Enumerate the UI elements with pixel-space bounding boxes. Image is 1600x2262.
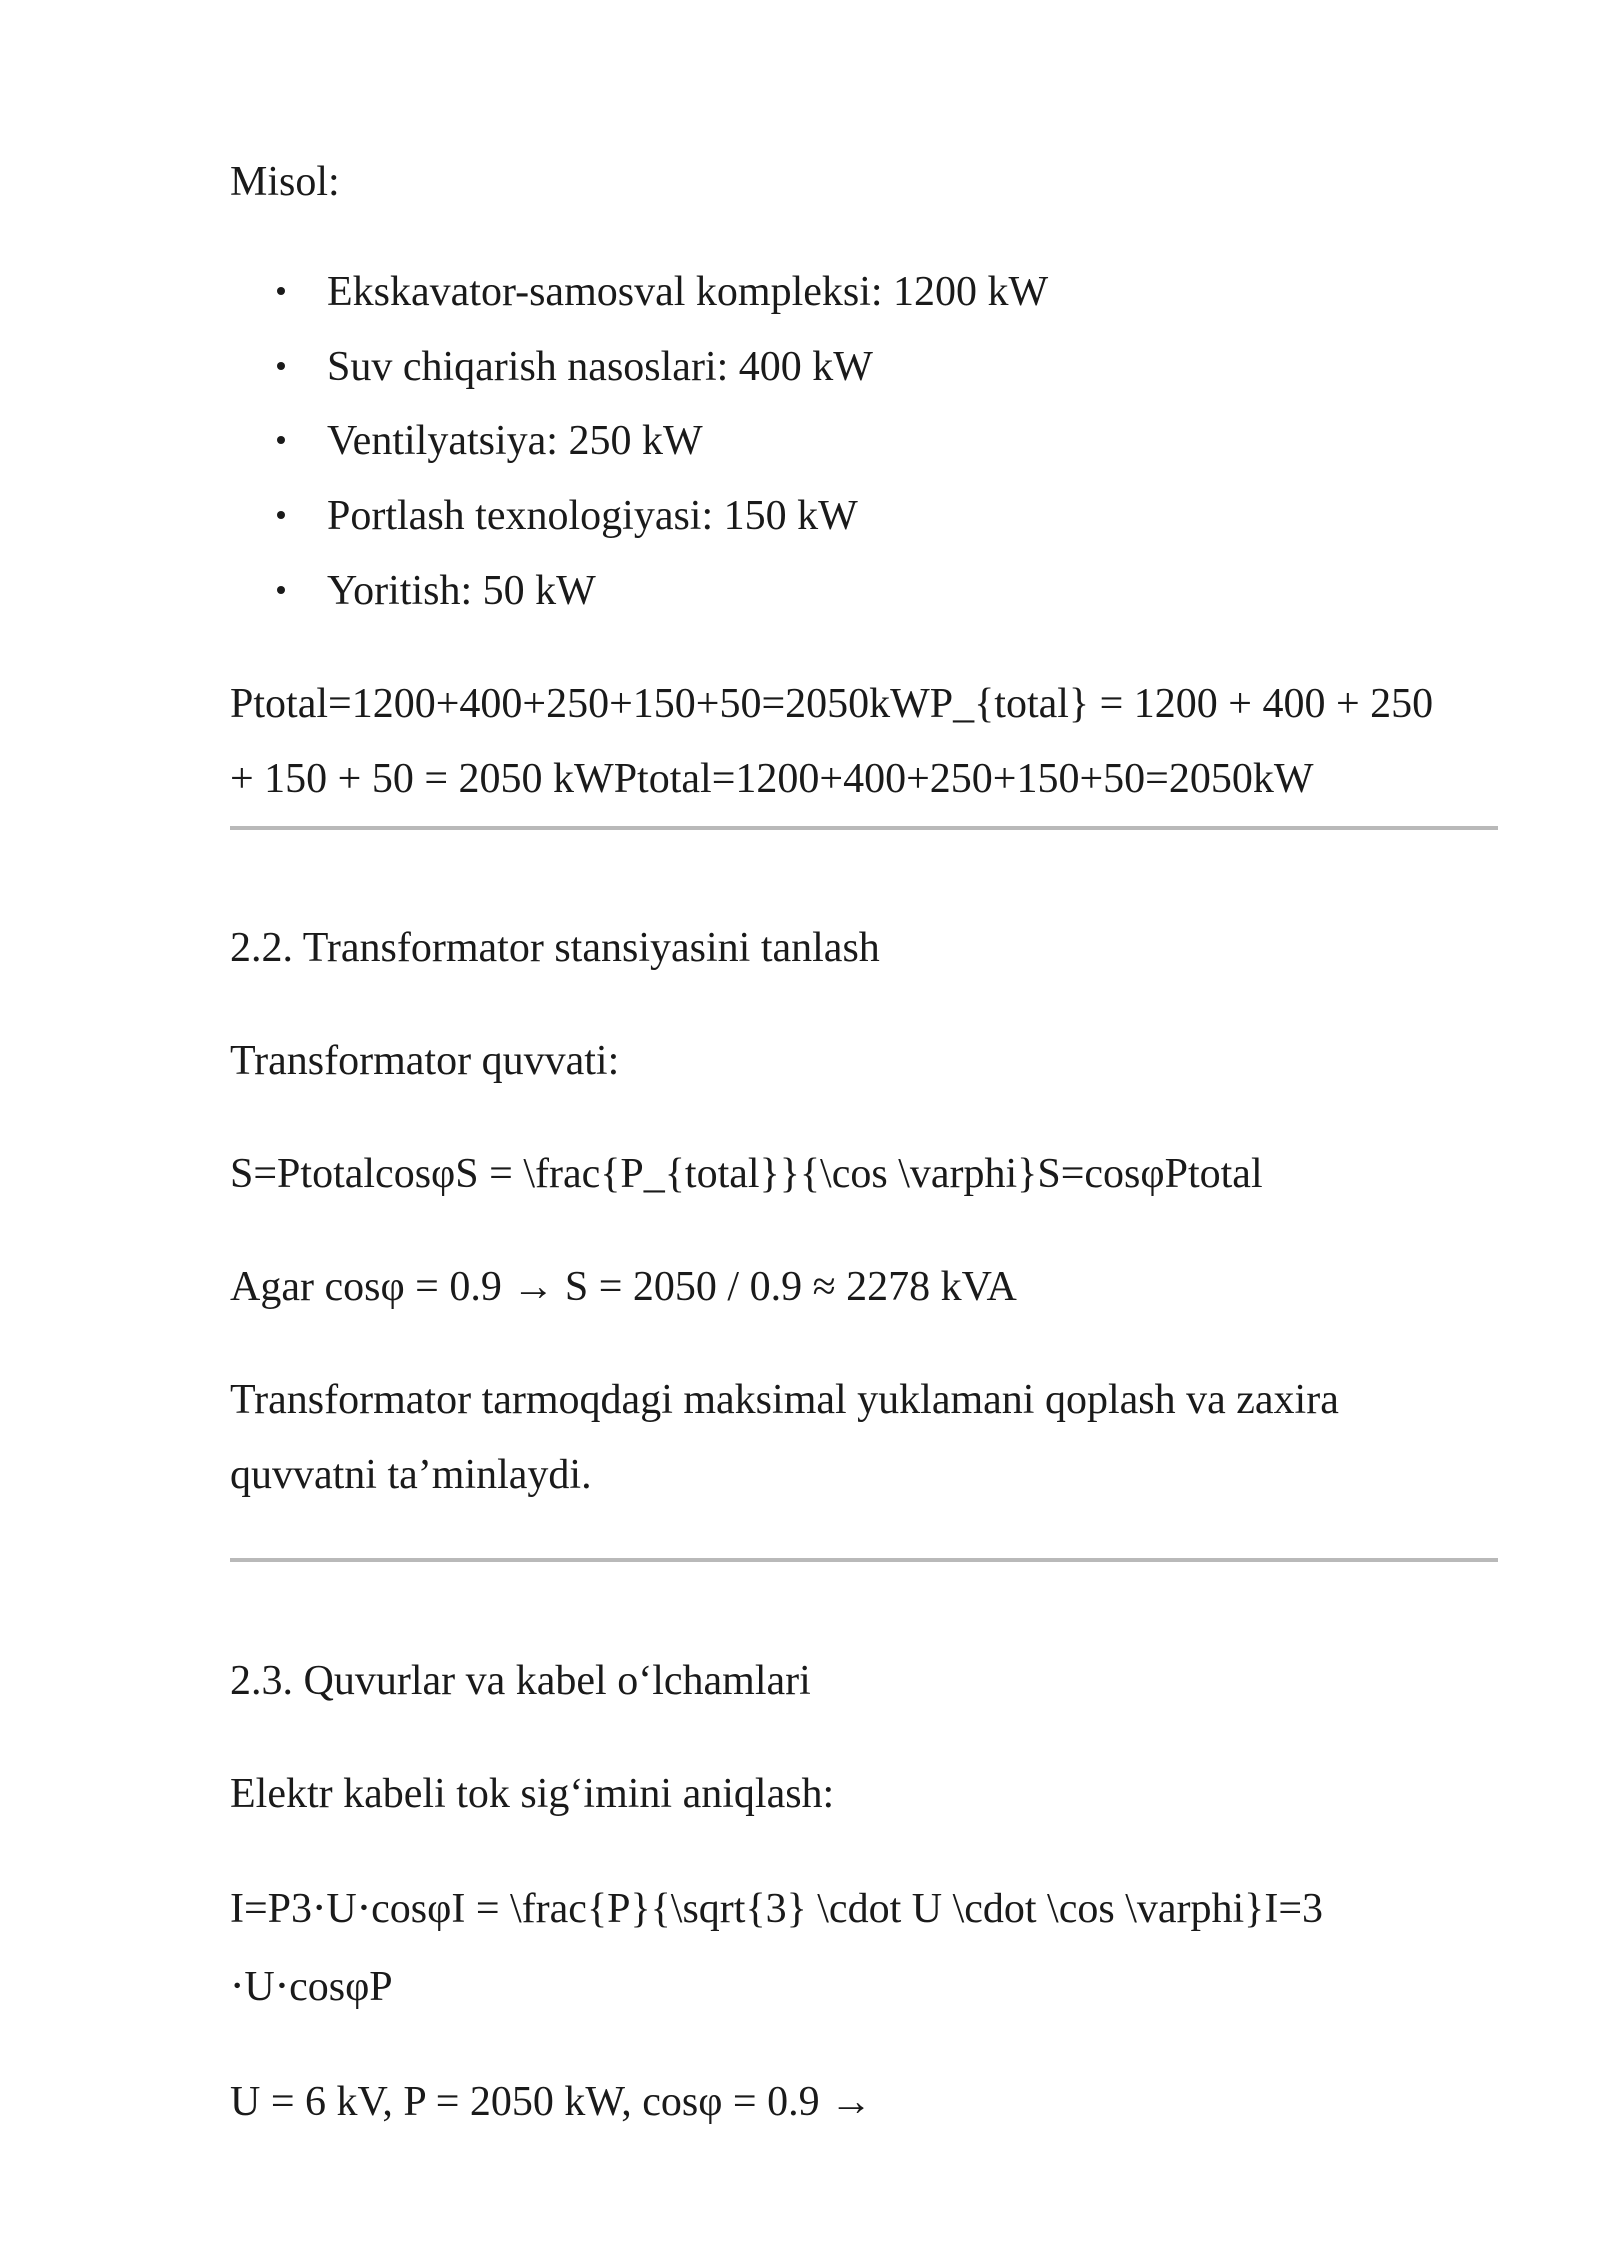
bullet-icon — [277, 287, 285, 295]
list-item-text: Portlash texnologiyasi: 150 kW — [327, 493, 858, 539]
cable-formula-line-1: I=P3⋅U⋅cosφI = \frac{P}{\sqrt{3} \cdot U \cdot \cos \varphi}I=3 — [230, 1886, 1324, 1932]
cable-given-values: U = 6 kV, P = 2050 kW, cosφ = 0.9 → — [230, 2079, 873, 2125]
list-item-text: Ventilyatsiya: 250 kW — [327, 418, 703, 464]
cable-intro: Elektr kabeli tok sig‘imini aniqlash: — [230, 1771, 835, 1817]
bullet-icon — [277, 586, 285, 594]
list-item-text: Yoritish: 50 kW — [327, 568, 596, 614]
transformer-note-line-1: Transformator tarmoqdagi maksimal yuklamani qoplash va zaxira — [230, 1377, 1339, 1423]
section-heading-2-2: 2.2. Transformator stansiyasini tanlash — [230, 925, 880, 971]
transformer-note-line-2: quvvatni ta’minlaydi. — [230, 1452, 592, 1498]
list-item-text: Ekskavator-samosval kompleksi: 1200 kW — [327, 269, 1049, 315]
list-item-text: Suv chiqarish nasoslari: 400 kW — [327, 344, 873, 390]
bullet-icon — [277, 362, 285, 370]
total-formula-line-1: Ptotal=1200+400+250+150+50=2050kWP_{total} = 1200 + 400 + 250 — [230, 681, 1434, 727]
bullet-icon — [277, 436, 285, 444]
example-label: Misol: — [230, 159, 340, 205]
transformer-calculation: Agar cosφ = 0.9 → S = 2050 / 0.9 ≈ 2278 kVA — [230, 1264, 1017, 1310]
cable-formula-line-2: ⋅U⋅cosφP — [230, 1964, 393, 2010]
total-formula-line-2: + 150 + 50 = 2050 kWPtotal=1200+400+250+150+50=2050kW — [230, 756, 1314, 802]
bullet-icon — [277, 511, 285, 519]
section-divider — [230, 1558, 1498, 1562]
transformer-formula: S=PtotalcosφS = \frac{P_{total}}{\cos \varphi}S=cosφPtotal — [230, 1151, 1263, 1197]
section-divider — [230, 826, 1498, 830]
transformer-intro: Transformator quvvati: — [230, 1038, 620, 1084]
section-heading-2-3: 2.3. Quvurlar va kabel o‘lchamlari — [230, 1658, 811, 1704]
